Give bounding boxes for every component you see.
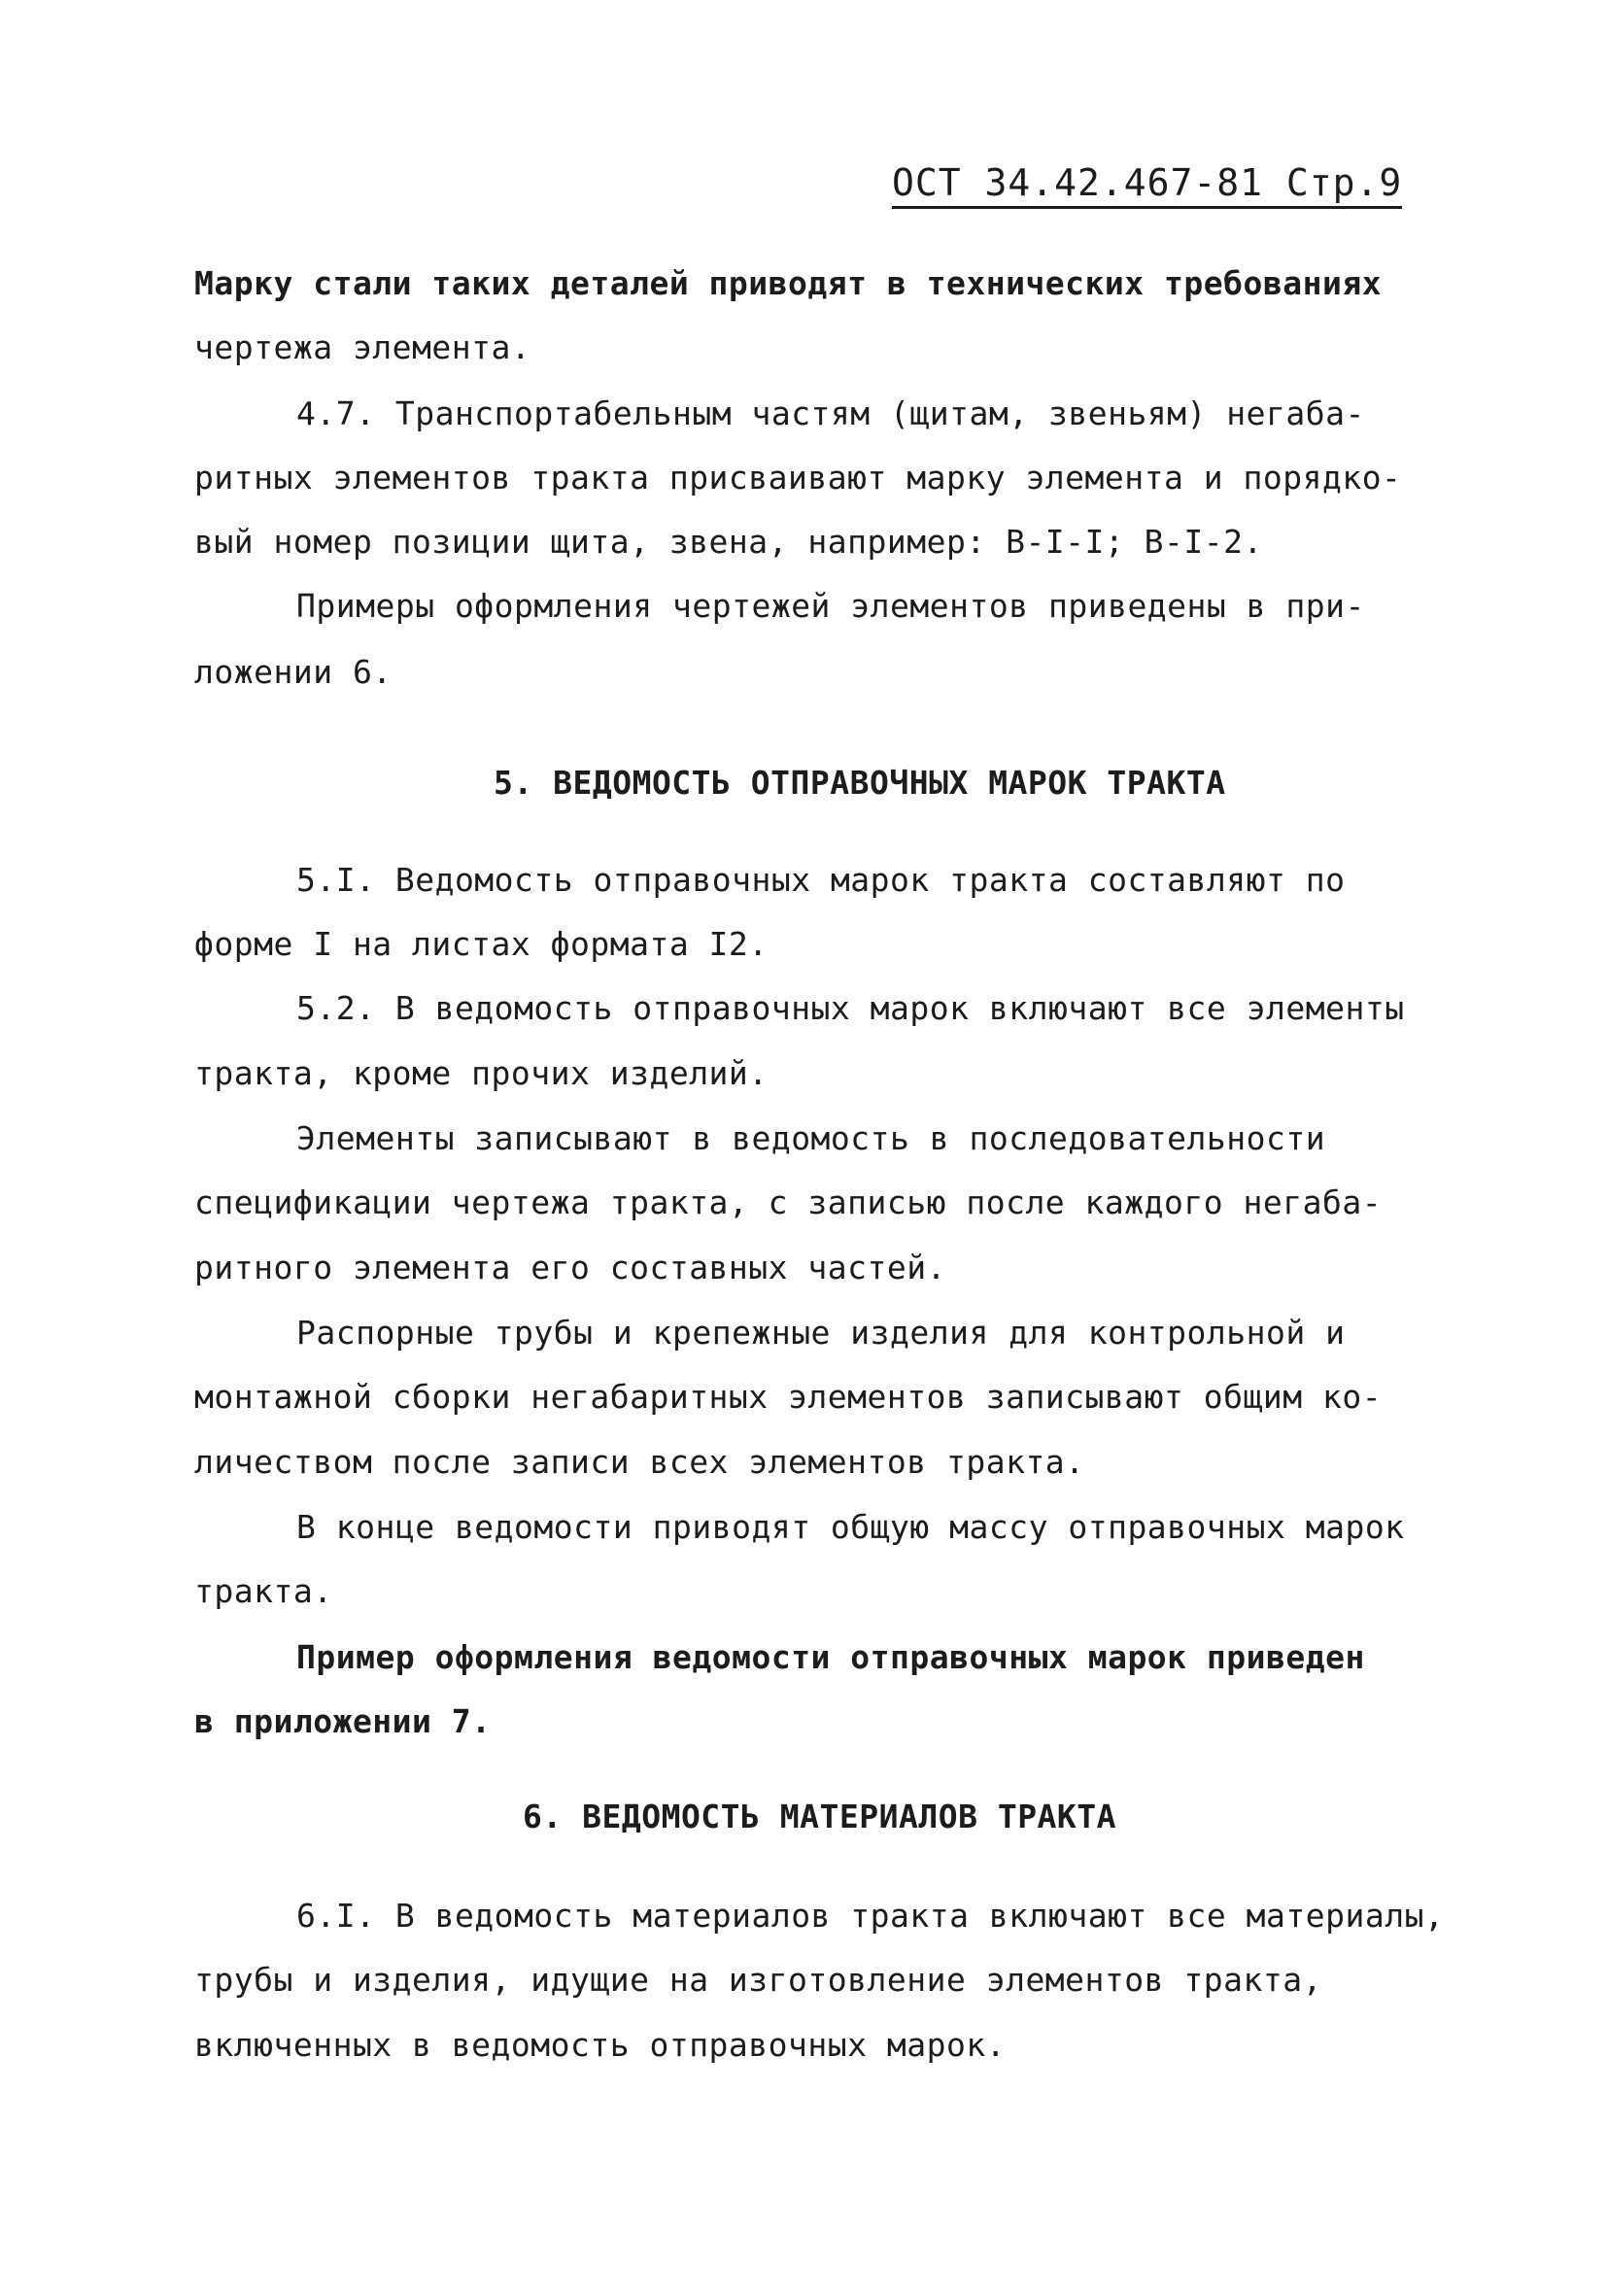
paragraph-line: 5.I. Ведомость отправочных марок тракта составляют по (296, 861, 1346, 899)
paragraph-line: монтажной сборки негабаритных элементов записывают общим ко- (194, 1378, 1383, 1416)
paragraph-line: чертежа элемента. (194, 328, 531, 366)
paragraph-line: Распорные трубы и крепежные изделия для контрольной и (296, 1314, 1346, 1352)
paragraph-line: ритного элемента его составных частей. (194, 1249, 946, 1286)
paragraph-line: тракта. (194, 1572, 333, 1610)
paragraph-line: форме I на листах формата I2. (194, 925, 769, 963)
paragraph-line: спецификации чертежа тракта, с записью после каждого негаба- (194, 1183, 1383, 1221)
section-heading: 5. ВЕДОМОСТЬ ОТПРАВОЧНЫХ МАРОК ТРАКТА (494, 764, 1226, 802)
paragraph-line: Пример оформления ведомости отправочных марок приведен (296, 1638, 1365, 1676)
paragraph-line: в приложении 7. (194, 1702, 492, 1740)
paragraph-line: 6.I. В ведомость материалов тракта включают все материалы, (296, 1897, 1445, 1935)
paragraph-line: В конце ведомости приводят общую массу отправочных марок (296, 1508, 1405, 1546)
paragraph-line: вый номер позиции щита, звена, например: В-I-I; В-I-2. (194, 523, 1263, 561)
paragraph-line: Примеры оформления чертежей элементов приведены в при- (296, 587, 1365, 625)
paragraph-line: ложении 6. (194, 653, 393, 691)
paragraph-line: 4.7. Транспортабельным частям (щитам, звеньям) негаба- (296, 394, 1365, 432)
document-header: ОСТ 34.42.467-81 Стр.9 (892, 161, 1402, 209)
paragraph-line: Элементы записывают в ведомость в последовательности (296, 1119, 1326, 1157)
paragraph-line: ритных элементов тракта присваивают марку элемента и порядко- (194, 459, 1402, 497)
paragraph-line: тракта, кроме прочих изделий. (194, 1054, 769, 1092)
paragraph-line: личеством после записи всех элементов тракта. (194, 1443, 1085, 1481)
section-heading: 6. ВЕДОМОСТЬ МАТЕРИАЛОВ ТРАКТА (523, 1798, 1117, 1835)
paragraph-line: Марку стали таких деталей приводят в технических требованиях (194, 264, 1383, 302)
paragraph-line: включенных в ведомость отправочных марок. (194, 2026, 1007, 2064)
paragraph-line: 5.2. В ведомость отправочных марок включают все элементы (296, 989, 1405, 1027)
paragraph-line: трубы и изделия, идущие на изготовление элементов тракта, (194, 1961, 1322, 1999)
